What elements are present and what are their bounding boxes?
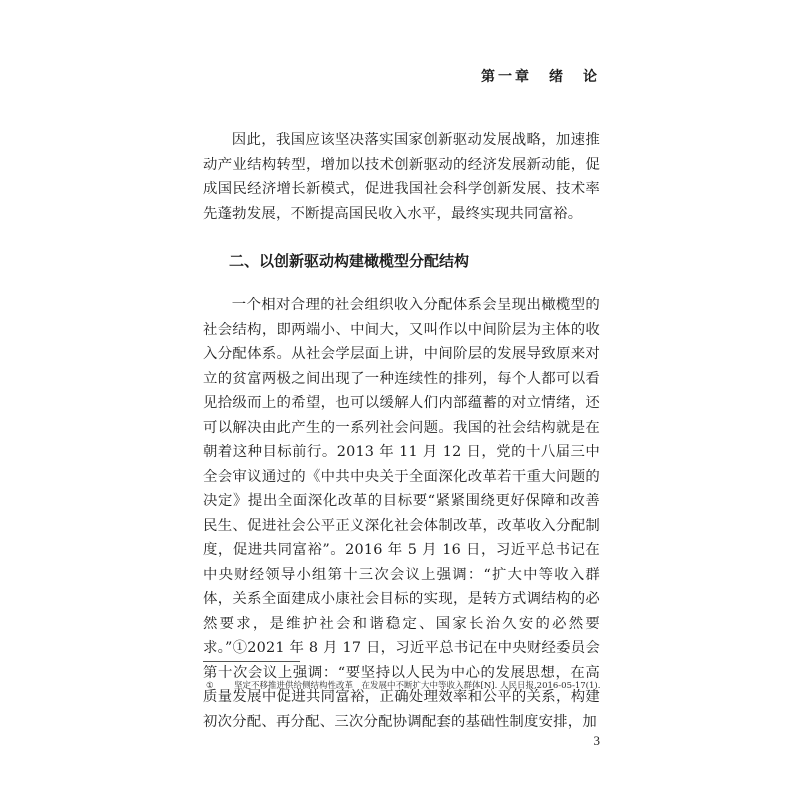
page-body [203,128,600,734]
footnote [206,680,600,692]
page-number: 3 [593,733,600,748]
running-head: 第一章 绪 论 [481,69,600,85]
footnote-mark: ① [206,681,214,691]
intro-paragraph: 因此，我国应该坚决落实国家创新驱动发展战略，加速推动产业结构转型，增加以技术创新驱动的经济发展新动能，促成国民经济增长新模式，促进我国社会科学创新发展、技术率先蓬勃发展，不断提高国民收入水平，最终实现共同富裕。 [203,132,600,222]
main-paragraph: 一个相对合理的社会组织收入分配体系会呈现出橄榄型的社会结构，即两端小、中间大，又叫作以中间阶层为主体的收入分配体系。从社会学层面上讲，中间阶层的发展导致原来对立的贫富两极之间出现了一种连续性的排列，每个人都可以看见拾级而上的希望，也可以缓解人们内部蕴蓄的对立情绪，还可以解决由此产生的一系列社会问题。我国的社会结构就是在朝着这种目标前行。2013 年 11 月 12 日，党的十八届三中全会审议通过的《中共中央关于全面深化改革若干重大问题的决定》提出全面深化改革的目标要“紧紧围绕更好保障和改善民生、促进社会公平正义深化社会体制改革，改革收入分配制度，促进共同富裕”。2016 年 5 月 16 日，习近平总书记在中央财经领导小组第十三次会议上强调：“扩大中等收入群体，关系全面建成小康社会目标的实现，是转方式调结构的必然要求，是维护社会和谐稳定、国家长治久安的必然要求。”①2021 年 8 月 17 日，习近平总书记在中央财经委员会第十次会议上强调：“要坚持以人民为中心的发展思想，在高质量发展中促进共同富裕，正确处理效率和公平的关系，构建初次分配、再分配、三次分配协调配套的基础性制度安排，加 [203,297,600,730]
footnote-text: 坚定不移推进供给侧结构性改革 在发展中不断扩大中等收入群体[N]. 人民日报,2016-05-17(1). [234,681,601,691]
footnote-divider [203,661,300,662]
section-heading: 二、以创新驱动构建橄榄型分配结构 [229,252,470,270]
